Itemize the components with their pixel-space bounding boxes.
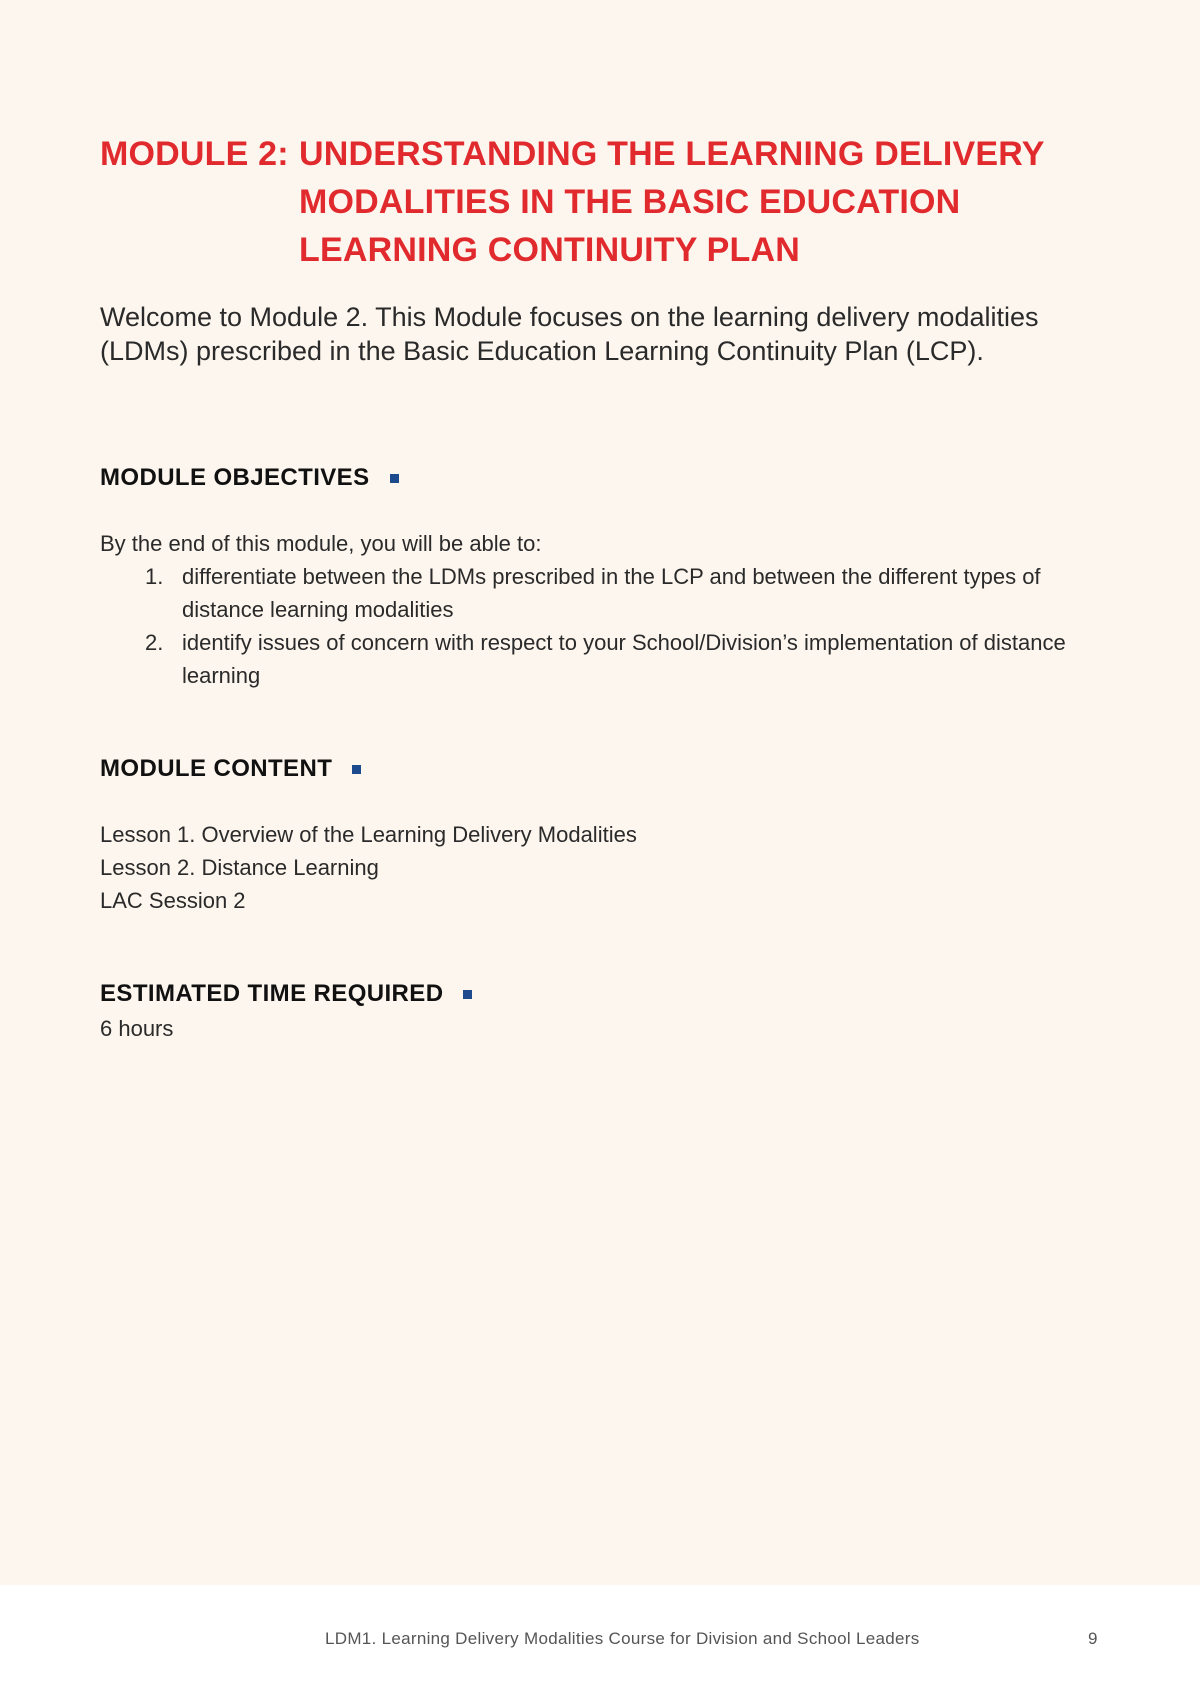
time-heading-text: ESTIMATED TIME REQUIRED <box>100 980 444 1007</box>
list-item: Lesson 1. Overview of the Learning Delivery Modalities <box>100 822 637 847</box>
footer-text: LDM1. Learning Delivery Modalities Course for Division and School Leaders <box>325 1629 920 1648</box>
list-item: Lesson 2. Distance Learning <box>100 855 379 880</box>
time-value: 6 hours <box>100 1016 174 1041</box>
square-bullet-icon <box>463 990 472 999</box>
list-item-text: differentiate between the LDMs prescribed in the LCP and between the different types of distance learning modalities <box>182 564 1041 622</box>
module-intro: Welcome to Module 2. This Module focuses on the learning delivery modalities (LDMs) prescribed in the Basic Education Learning Continuity Plan (LCP). <box>100 302 1039 366</box>
list-item-text: identify issues of concern with respect to your School/Division’s implementation of distance learning <box>182 630 1066 688</box>
list-item <box>100 626 1110 692</box>
module-title-line: MODALITIES IN THE BASIC EDUCATION <box>299 183 961 221</box>
module-title-line: LEARNING CONTINUITY PLAN <box>299 231 800 269</box>
list-item <box>100 560 1110 626</box>
list-item-number: 1. <box>145 564 164 589</box>
objectives-list <box>100 560 1110 692</box>
content-list <box>100 818 1110 917</box>
time-heading <box>100 980 472 1008</box>
content-heading <box>100 755 361 783</box>
objectives-heading <box>100 464 399 492</box>
content-heading-text: MODULE CONTENT <box>100 755 333 782</box>
page-footer <box>0 1585 1200 1696</box>
module-title-lines <box>299 130 1099 274</box>
objectives-heading-text: MODULE OBJECTIVES <box>100 464 370 491</box>
square-bullet-icon <box>390 474 399 483</box>
module-title-prefix: MODULE 2: <box>100 135 289 173</box>
list-item: LAC Session 2 <box>100 888 246 913</box>
objectives-body <box>100 527 1110 692</box>
square-bullet-icon <box>352 765 361 774</box>
page-number: 9 <box>1088 1629 1098 1648</box>
list-item-number: 2. <box>145 630 164 655</box>
objectives-lead: By the end of this module, you will be able to: <box>100 531 542 556</box>
module-title-line: UNDERSTANDING THE LEARNING DELIVERY <box>299 135 1045 173</box>
